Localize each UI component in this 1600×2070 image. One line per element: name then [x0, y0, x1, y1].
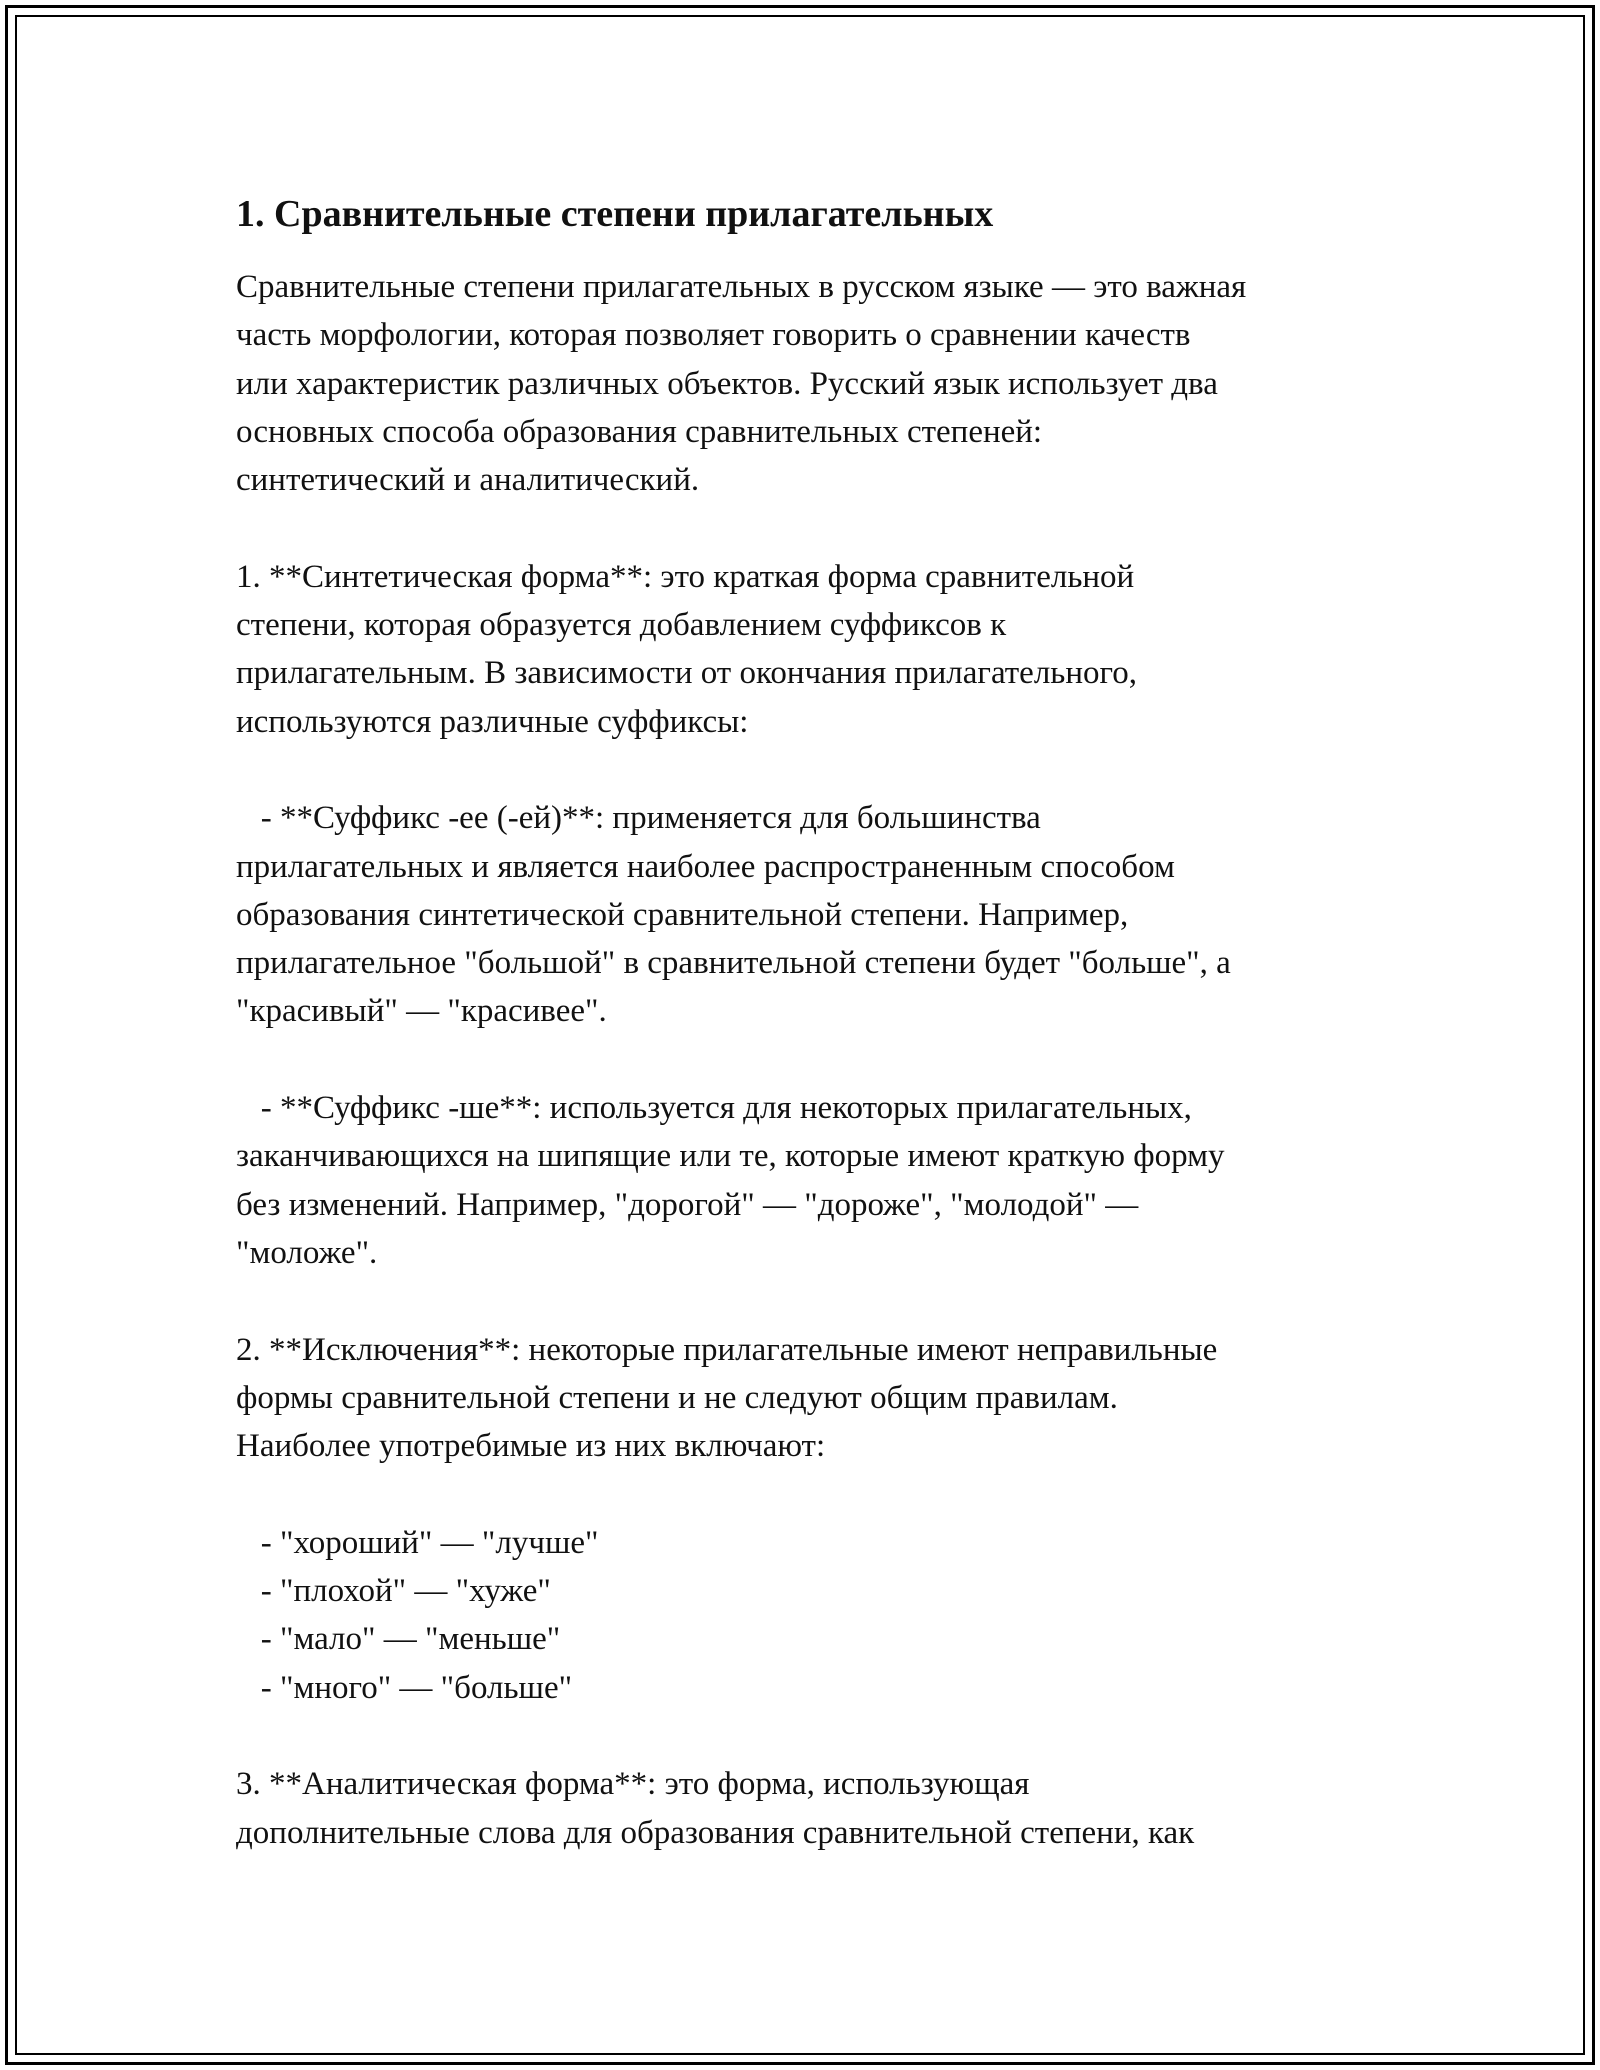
- list-item: - "хороший" — "лучше": [236, 1524, 599, 1561]
- paragraph-gap: [236, 746, 1386, 794]
- exceptions-list: [236, 1519, 1386, 1712]
- text-line: или характеристик различных объектов. Русский язык использует два: [236, 365, 1218, 402]
- text-line: 1. **Синтетическая форма**: это краткая форма сравнительной: [236, 558, 1135, 595]
- text-line: 2. **Исключения**: некоторые прилагательные имеют неправильные: [236, 1331, 1218, 1368]
- list-item: - "много" — "больше": [236, 1669, 573, 1706]
- paragraph-suffix-ee: [236, 794, 1386, 1035]
- paragraph-gap: [236, 1470, 1386, 1518]
- list-item: - "мало" — "меньше": [236, 1621, 561, 1658]
- paragraph-gap: [236, 1036, 1386, 1084]
- text-line: - **Суффикс -ше**: используется для некоторых прилагательных,: [236, 1090, 1192, 1127]
- text-line: Сравнительные степени прилагательных в русском языке — это важная: [236, 269, 1247, 305]
- text-line: Наиболее употребимые из них включают:: [236, 1428, 826, 1465]
- text-line: "красивый" — "красивее".: [236, 993, 607, 1030]
- text-line: прилагательным. В зависимости от окончания прилагательного,: [236, 655, 1137, 692]
- paragraph-exceptions: [236, 1326, 1386, 1471]
- text-line: степени, которая образуется добавлением суффиксов к: [236, 607, 1007, 644]
- text-line: без изменений. Например, "дорогой" — "дороже", "молодой" —: [236, 1186, 1139, 1223]
- text-line: "моложе".: [236, 1234, 378, 1271]
- text-line: синтетический и аналитический.: [236, 462, 700, 499]
- text-line: образования синтетической сравнительной степени. Например,: [236, 896, 1129, 933]
- text-line: прилагательных и является наиболее распространенным способом: [236, 848, 1175, 885]
- text-line: используются различные суффиксы:: [236, 703, 749, 740]
- paragraph-analytic-form: [236, 1760, 1386, 1857]
- text-line: дополнительные слова для образования сравнительной степени, как: [236, 1814, 1195, 1851]
- document-body: [236, 190, 1386, 1857]
- paragraph-intro: [236, 263, 1386, 504]
- text-line: - **Суффикс -ее (-ей)**: применяется для большинства: [236, 800, 1041, 837]
- text-line: часть морфологии, которая позволяет говорить о сравнении качеств: [236, 317, 1191, 354]
- text-line: формы сравнительной степени и не следуют общим правилам.: [236, 1379, 1118, 1416]
- paragraph-suffix-she: [236, 1084, 1386, 1277]
- paragraph-gap: [236, 1712, 1386, 1760]
- text-line: основных способа образования сравнительных степеней:: [236, 413, 1043, 450]
- section-heading: 1. Сравнительные степени прилагательных: [236, 193, 994, 235]
- paragraph-gap: [236, 1277, 1386, 1325]
- paragraph-gap: [236, 504, 1386, 552]
- text-line: прилагательное "большой" в сравнительной степени будет "больше", а: [236, 945, 1231, 982]
- text-line: 3. **Аналитическая форма**: это форма, использующая: [236, 1766, 1030, 1803]
- paragraph-synthetic-form: [236, 553, 1386, 746]
- text-line: заканчивающихся на шипящие или те, которые имеют краткую форму: [236, 1138, 1225, 1175]
- list-item: - "плохой" — "хуже": [236, 1573, 551, 1610]
